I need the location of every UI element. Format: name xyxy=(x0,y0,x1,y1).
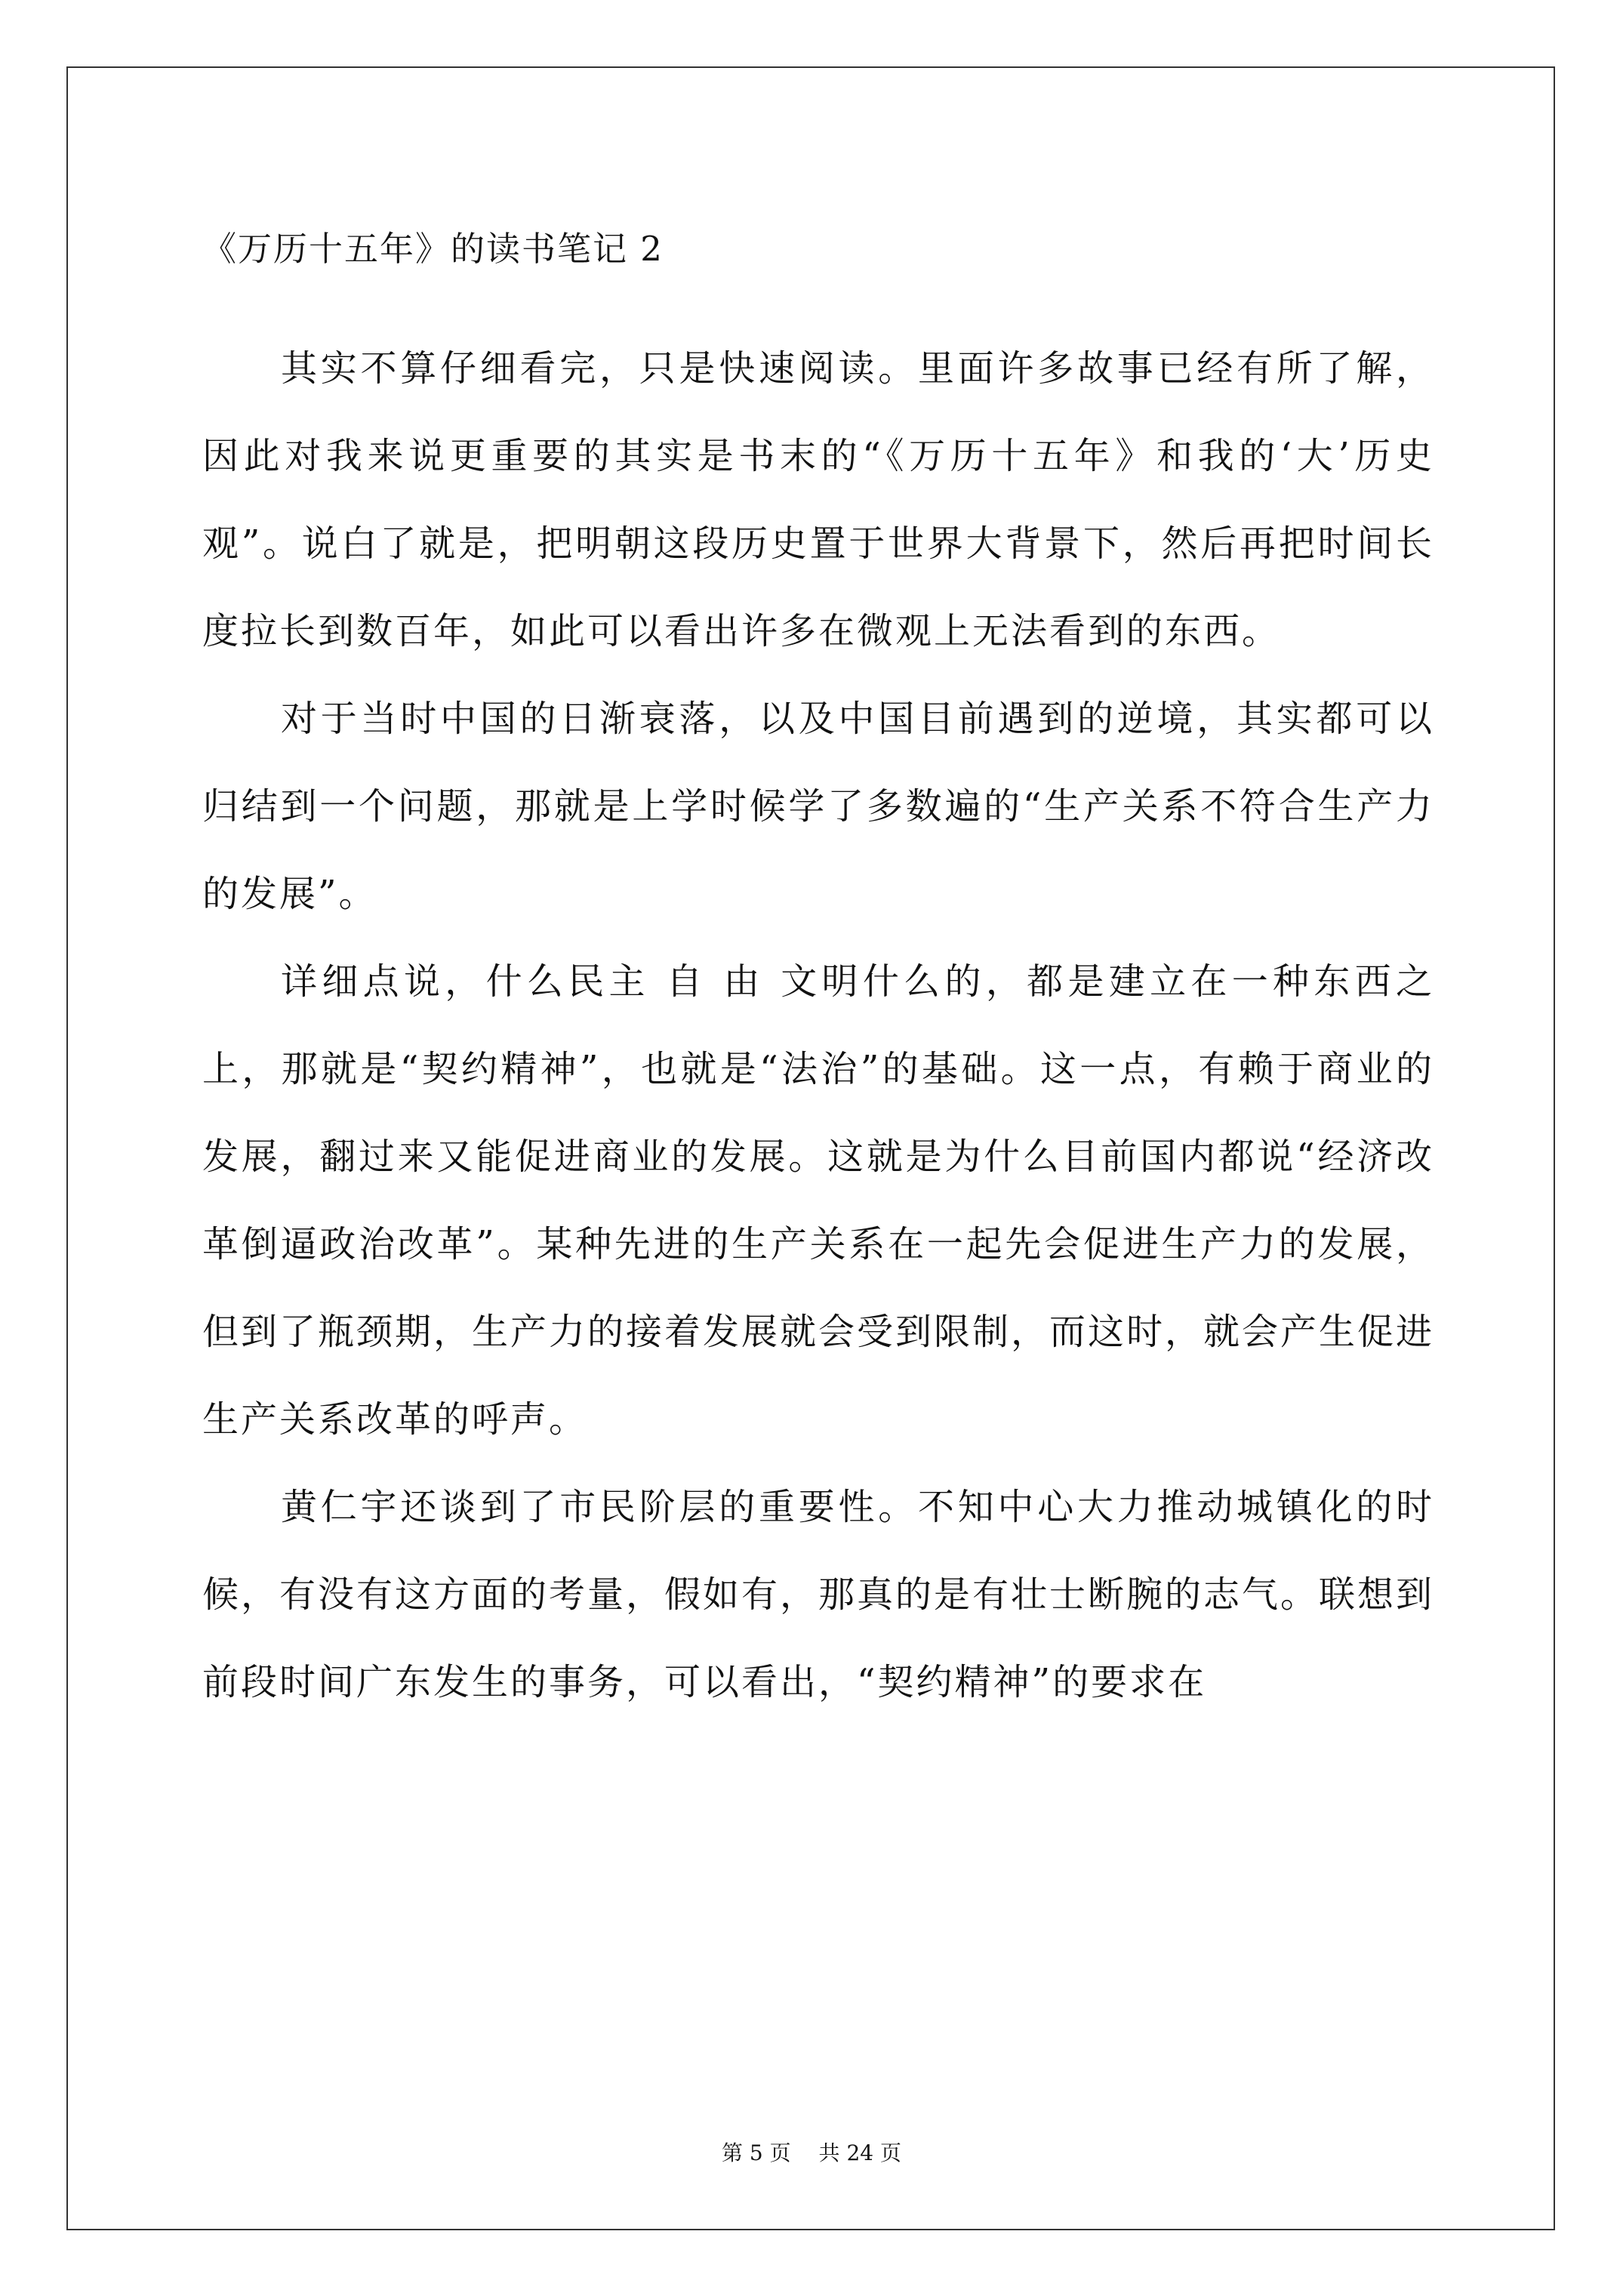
document-body xyxy=(202,325,1434,1726)
page-footer xyxy=(0,2138,1623,2168)
page-number: 第 5 页 xyxy=(722,2140,791,2165)
paragraph-3: 详细点说，什么民主 自 由 文明什么的，都是建立在一种东西之上，那就是“契约精神”，也就是“法治”的基础。这一点，有赖于商业的发展，翻过来又能促进商业的发展。这就是为什么目前国内都说“经济改革倒逼政治改革”。某种先进的生产关系在一起先会促进生产力的发展，但到了瓶颈期，生产力的接着发展就会受到限制，而这时，就会产生促进生产关系改革的呼声。 xyxy=(202,960,1435,1441)
paragraph-2: 对于当时中国的日渐衰落，以及中国目前遇到的逆境，其实都可以归结到一个问题，那就是上学时候学了多数遍的“生产关系不符合生产力的发展”。 xyxy=(202,698,1434,915)
document-title: 《万历十五年》的读书笔记 2 xyxy=(202,229,664,269)
page-total: 共 24 页 xyxy=(818,2140,901,2165)
paragraph-1: 其实不算仔细看完，只是快速阅读。里面许多故事已经有所了解，因此对我来说更重要的其实是书末的“《万历十五年》和我的‘大’历史观”。说白了就是，把明朝这段历史置于世界大背景下，然后再把时间长度拉长到数百年，如此可以看出许多在微观上无法看到的东西。 xyxy=(202,347,1434,652)
paragraph-4: 黄仁宇还谈到了市民阶层的重要性。不知中心大力推动城镇化的时候，有没有这方面的考量，假如有，那真的是有壮士断腕的志气。联想到前段时间广东发生的事务，可以看出，“契约精神”的要求在 xyxy=(202,1486,1435,1703)
